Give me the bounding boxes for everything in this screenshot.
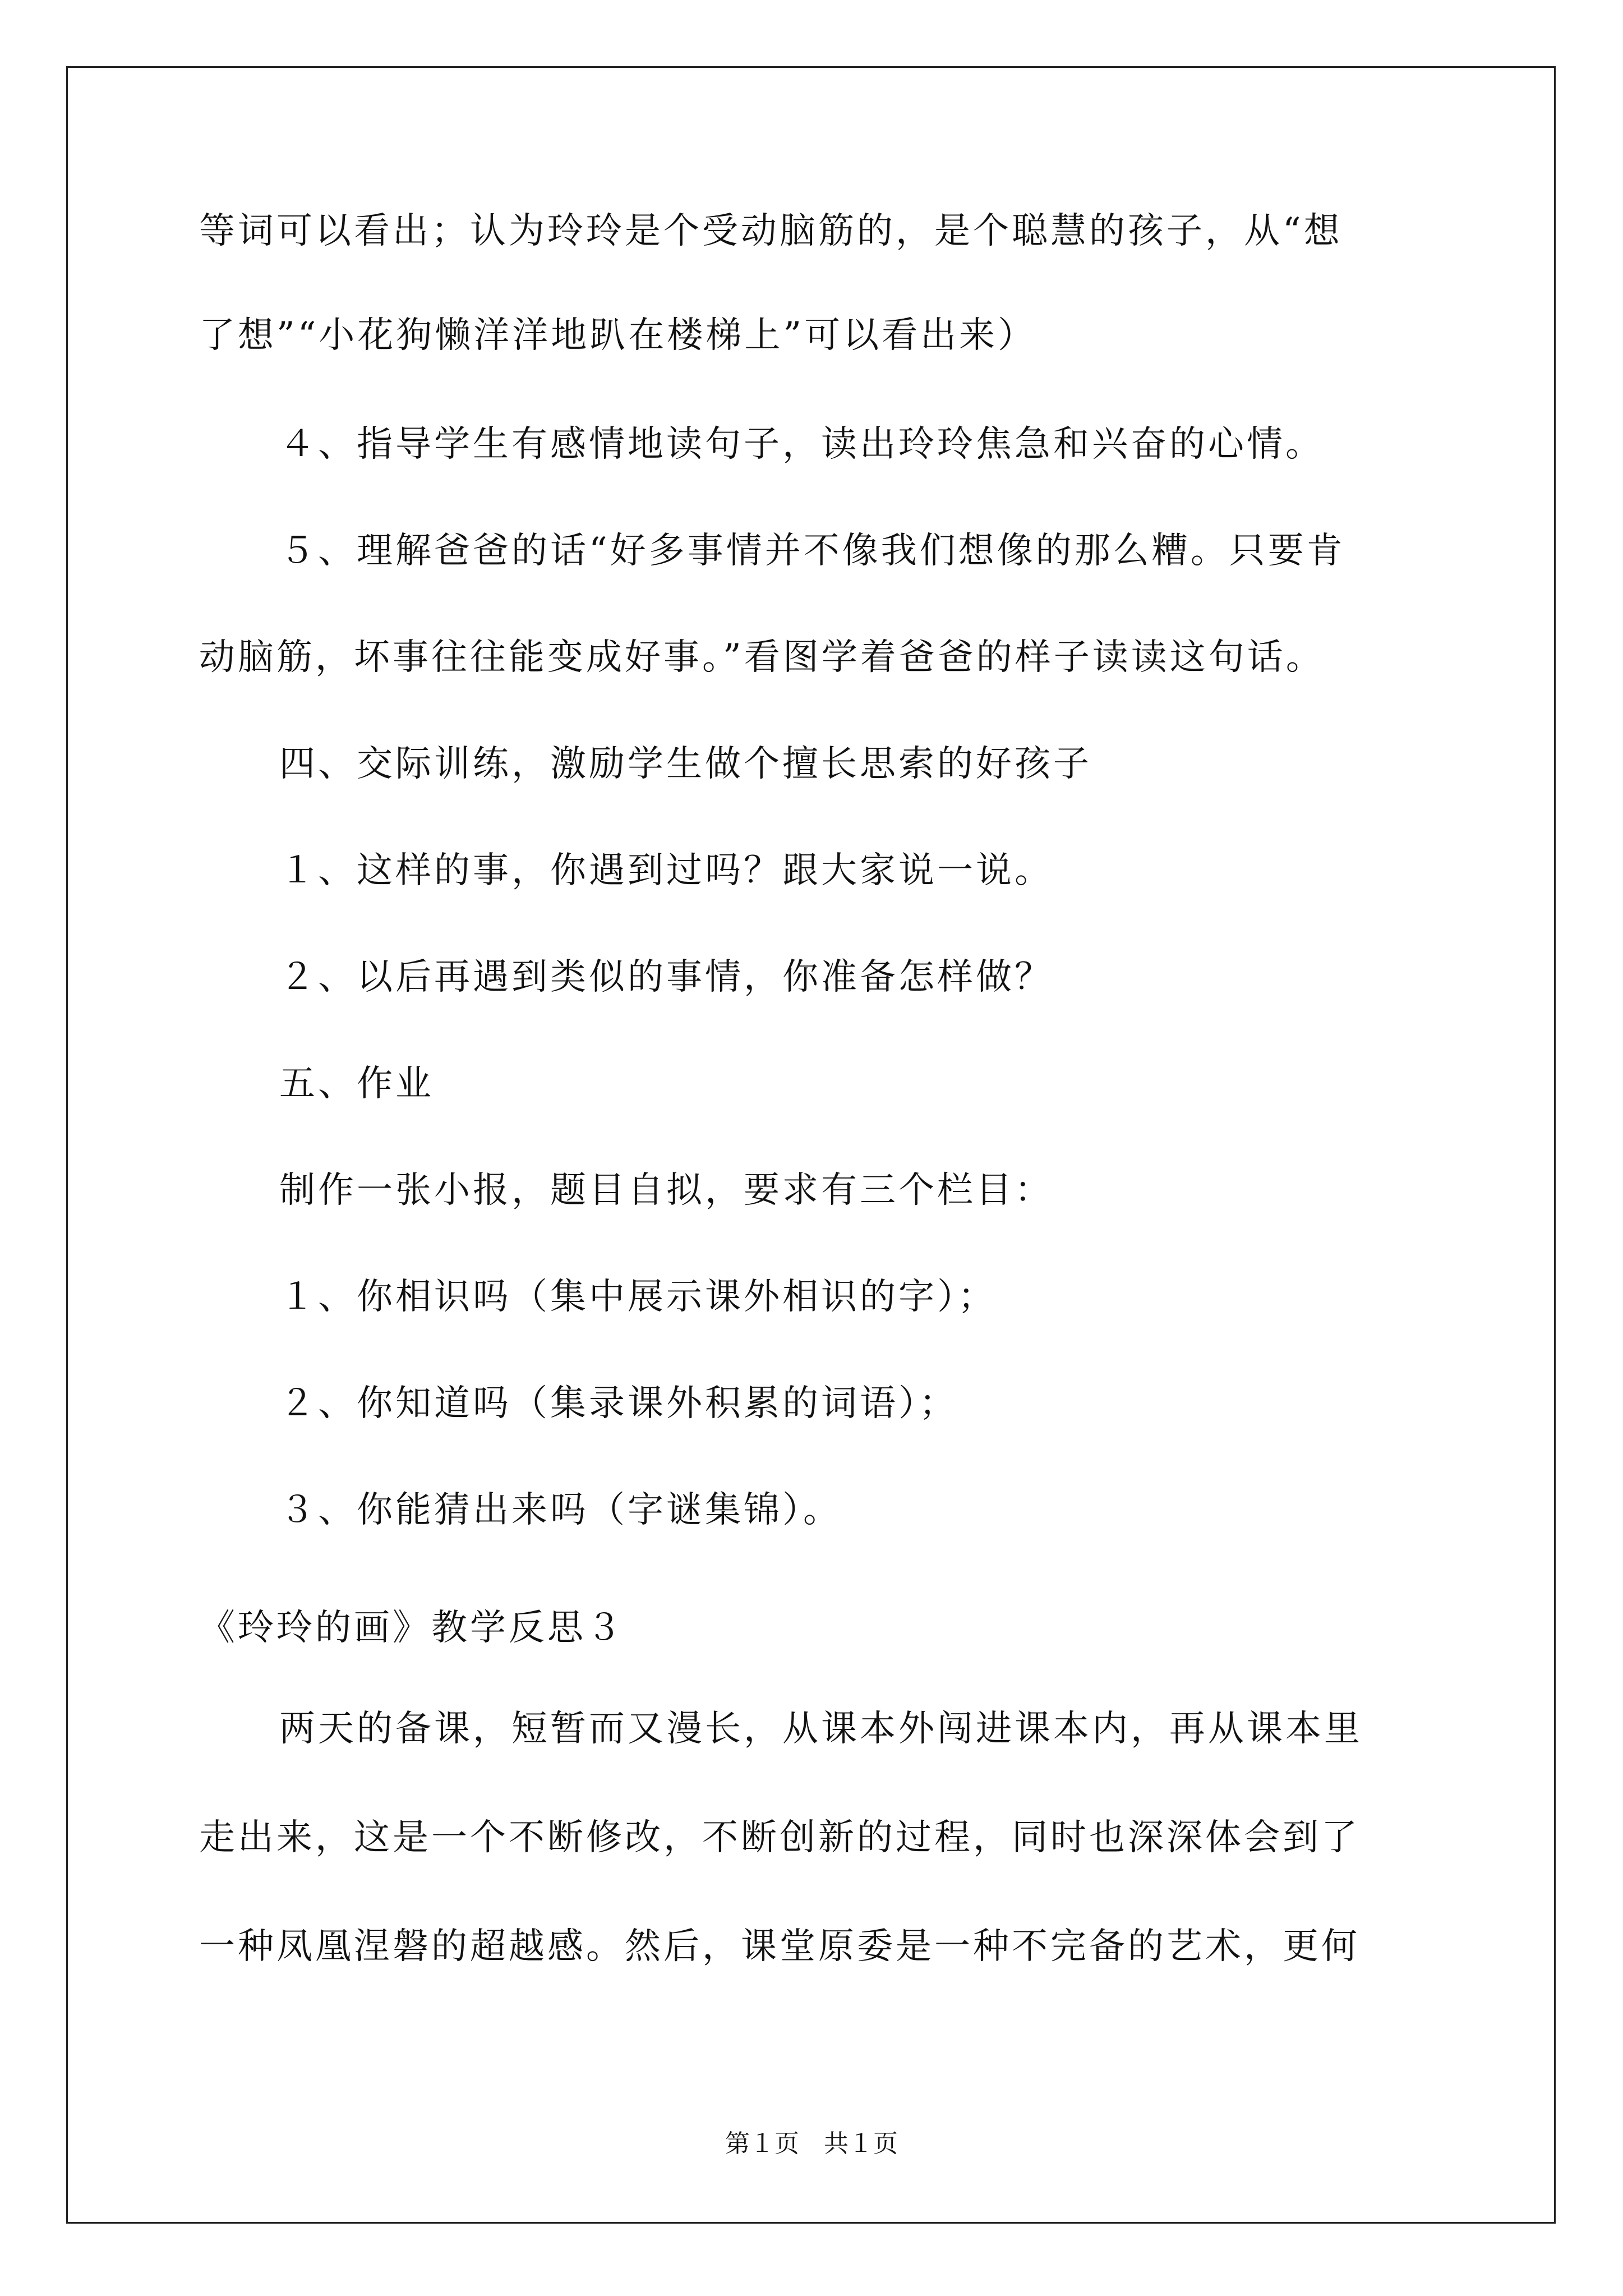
text-line: 两天的备课，短暂而又漫长，从课本外闯进课本内，再从课本里 [279, 1708, 1363, 1750]
text-line: 了想”“小花狗懒洋洋地趴在楼梯上”可以看出来） [199, 315, 1037, 356]
text-line: ４、指导学生有感情地读句子，读出玲玲焦急和兴奋的心情。 [279, 424, 1324, 465]
text-line: 制作一张小报，题目自拟，要求有三个栏目： [279, 1170, 1053, 1211]
section-heading: 四、交际训练，激励学生做个擅长思索的好孩子 [279, 743, 1092, 785]
text-line: １、你相识吗（集中展示课外相识的字）； [279, 1276, 997, 1318]
text-line: ５、理解爸爸的话“好多事情并不像我们想像的那么糟。只要肯 [279, 530, 1345, 572]
section-heading: 五、作业 [279, 1063, 434, 1105]
text-line: ２、以后再遇到类似的事情，你准备怎样做？ [279, 956, 1053, 998]
text-line: 动脑筋，坏事往往能变成好事。”看图学着爸爸的样子读读这句话。 [199, 637, 1325, 678]
article-title: 《玲玲的画》教学反思３ [199, 1607, 625, 1649]
text-line: ２、你知道吗（集录课外积累的词语）； [279, 1383, 958, 1424]
page-border [66, 66, 1556, 2224]
text-line: 走出来，这是一个不断修改，不断创新的过程，同时也深深体会到了 [199, 1817, 1360, 1858]
text-line: 等词可以看出；认为玲玲是个受动脑筋的，是个聪慧的孩子，从“想 [199, 210, 1343, 252]
text-line: １、这样的事，你遇到过吗？跟大家说一说。 [279, 850, 1053, 891]
text-line: 一种凤凰涅磐的超越感。然后，课堂原委是一种不完备的艺术，更何 [199, 1926, 1360, 1967]
text-line: ３、你能猜出来吗（字谜集锦）。 [279, 1489, 842, 1531]
page-footer: 第１页 共１页 [725, 2129, 898, 2158]
